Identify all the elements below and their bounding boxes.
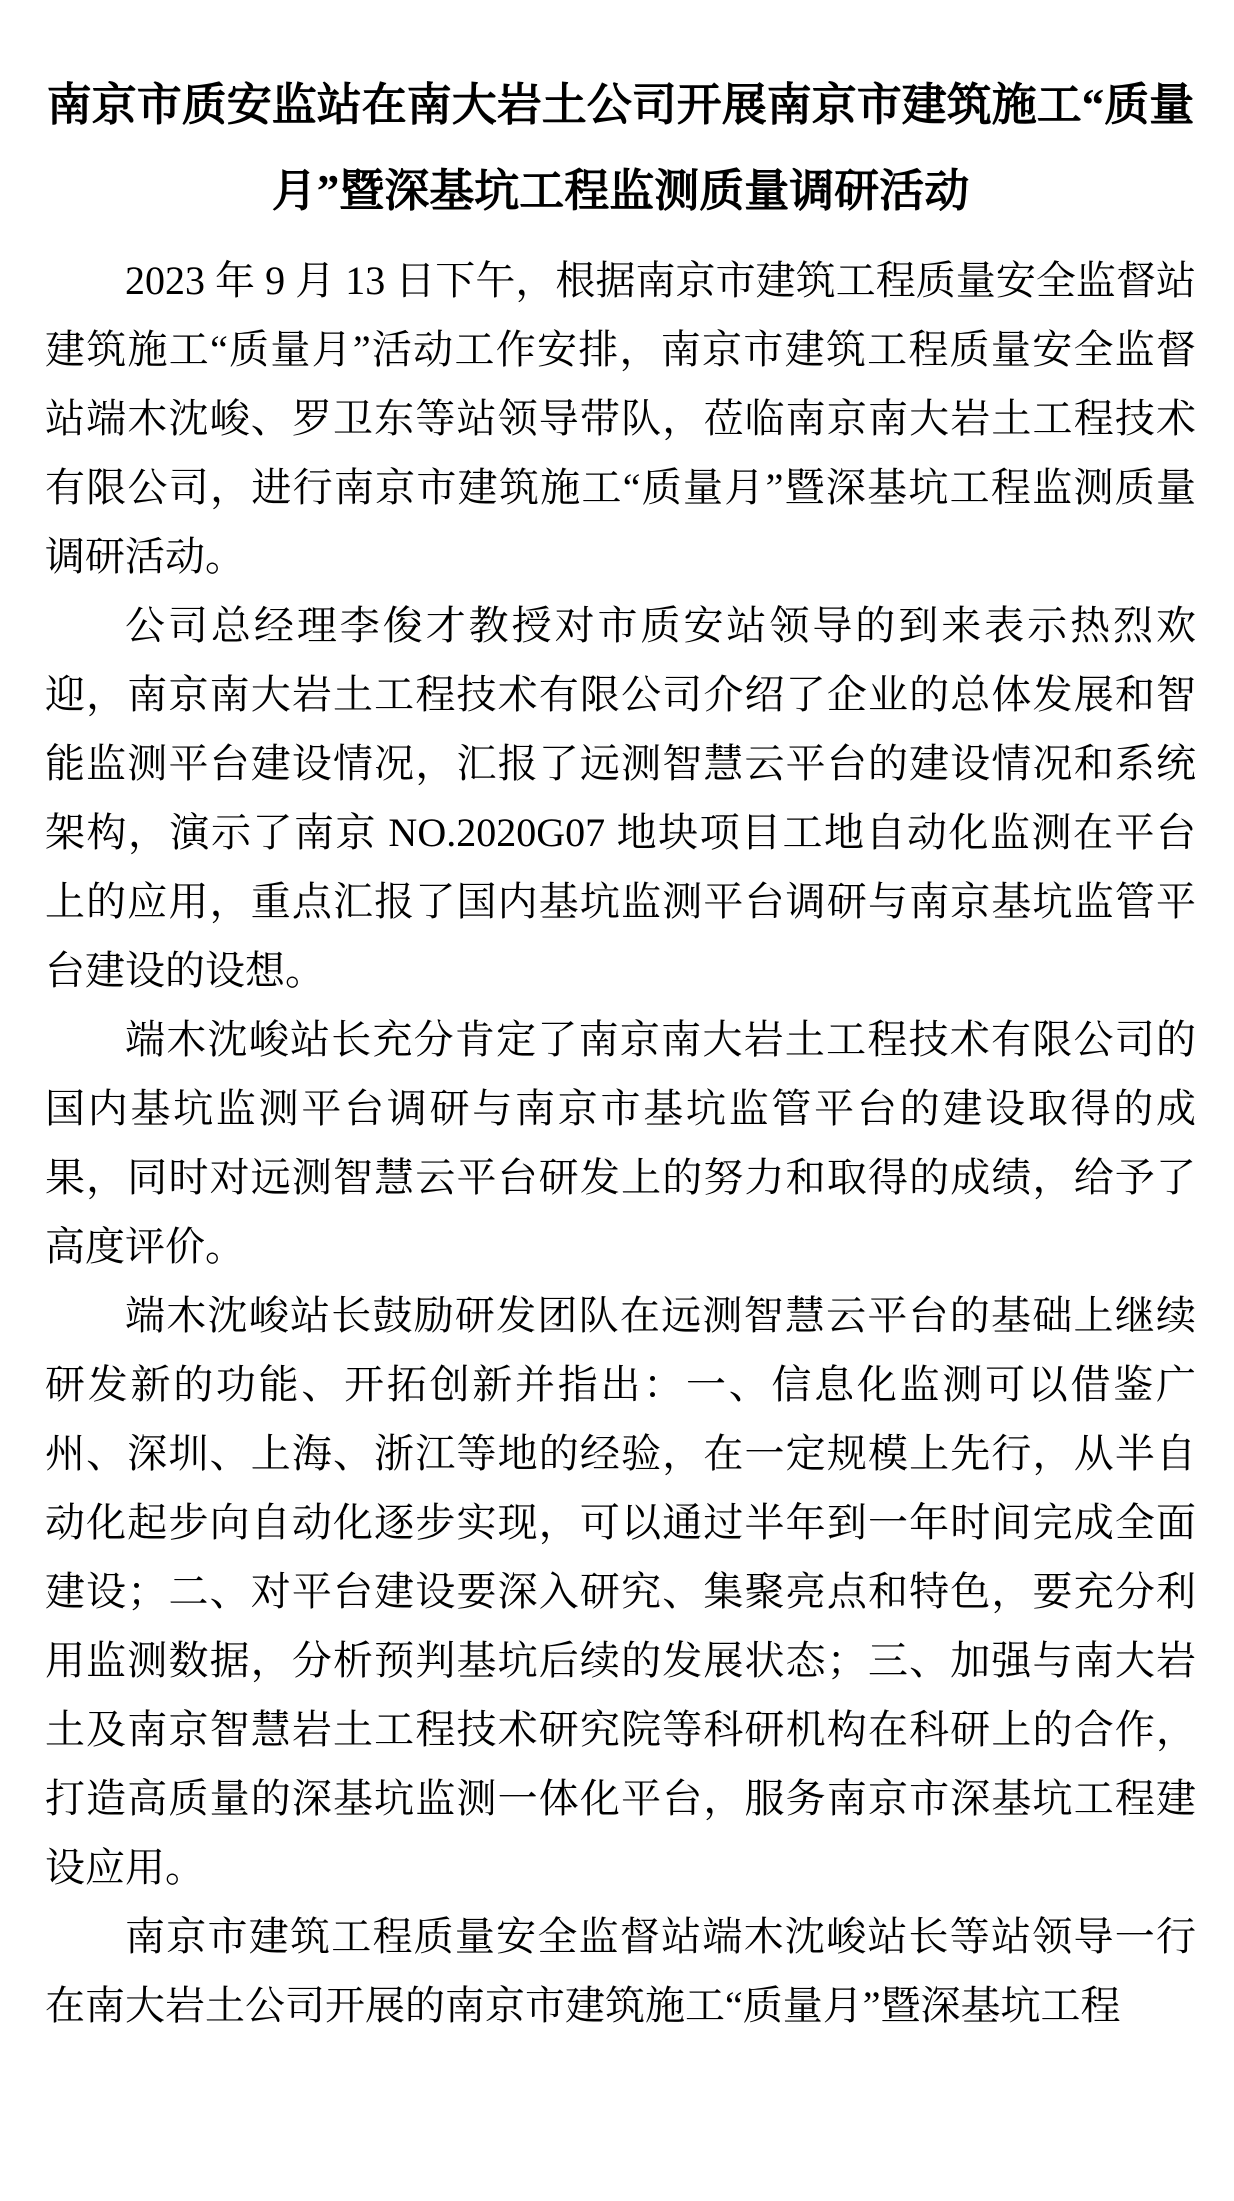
paragraph-intro: 2023 年 9 月 13 日下午，根据南京市建筑工程质量安全监督站建筑施工“质量月”活动工作安排，南京市建筑工程质量安全监督站端木沈峻、罗卫东等站领导带队，莅临南京南大岩土工程技术有限公司，进行南京市建筑施工“质量月”暨深基坑工程监测质量调研活动。 bbox=[45, 258, 1196, 579]
paragraph-guidance: 端木沈峻站长鼓励研发团队在远测智慧云平台的基础上继续研发新的功能、开拓创新并指出：一、信息化监测可以借鉴广州、深圳、上海、浙江等地的经验，在一定规模上先行，从半自动化起步向自动化逐步实现，可以通过半年到一年时间完成全面建设；二、对平台建设要深入研究、集聚亮点和特色，要充分利用监测数据，分析预判基坑后续的发展状态；三、加强与南大岩土及南京智慧岩土工程技术研究院等科研机构在科研上的合作，打造高质量的深基坑监测一体化平台，服务南京市深基坑工程建设应用。 bbox=[45, 1293, 1196, 1890]
paragraph-company-welcome: 公司总经理李俊才教授对市质安站领导的到来表示热烈欢迎，南京南大岩土工程技术有限公司介绍了企业的总体发展和智能监测平台建设情况，汇报了远测智慧云平台的建设情况和系统架构，演示了南京 NO.2020G07 地块项目工地自动化监测在平台上的应用，重点汇报了国内基坑监测平台调研与南京基坑监管平台建设的设想。 bbox=[45, 603, 1196, 993]
paragraph-closing: 南京市建筑工程质量安全监督站端木沈峻站长等站领导一行在南大岩土公司开展的南京市建筑施工“质量月”暨深基坑工程 bbox=[45, 1914, 1196, 2028]
paragraph-affirmation: 端木沈峻站长充分肯定了南京南大岩土工程技术有限公司的国内基坑监测平台调研与南京市基坑监管平台的建设取得的成果，同时对远测智慧云平台研发上的努力和取得的成绩，给予了高度评价。 bbox=[45, 1017, 1196, 1269]
document-title: 南京市质安监站在南大岩土公司开展南京市建筑施工“质量月”暨深基坑工程监测质量调研活动 bbox=[46, 80, 1195, 216]
